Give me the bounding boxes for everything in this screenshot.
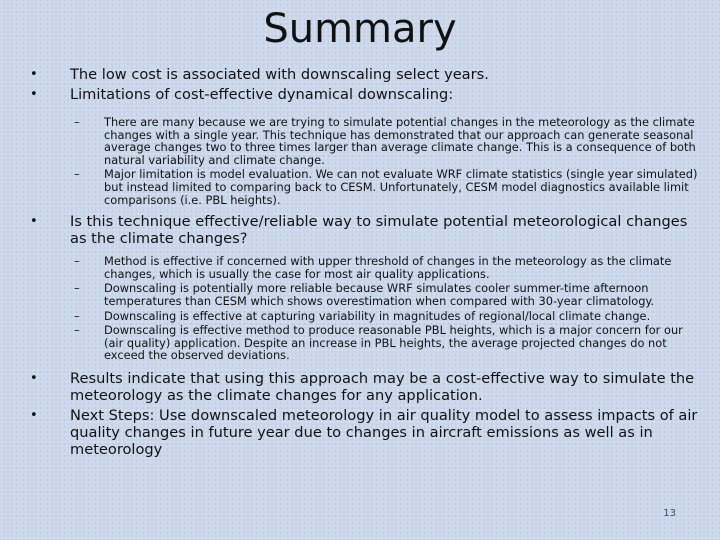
dash-icon: –	[74, 308, 80, 323]
sub-bullet-text: Downscaling is potentially more reliable because WRF simulates cooler summer-time afternoon temperatures than CESM which shows overestimation when compared with 30-year climatology.	[104, 281, 655, 308]
slide-title: Summary	[263, 6, 457, 52]
sub-bullet	[26, 310, 702, 323]
sub-bullet-text: There are many because we are trying to simulate potential changes in the meteorology as the climate changes with a single year. This technique has demonstrated that our approach can generate seasonal average changes two to three times larger than average climate change. This is a consequence of both natural variability and climate change.	[104, 115, 696, 167]
dash-icon: –	[74, 281, 80, 296]
sub-bullet	[26, 116, 702, 166]
page-number: 13	[663, 508, 676, 519]
bullet-next-steps	[26, 407, 702, 458]
sub-bullet	[26, 282, 702, 307]
sub-bullet	[26, 324, 702, 362]
bullet-text: Is this technique effective/reliable way to simulate potential meteorological changes as the climate changes?	[70, 213, 688, 248]
bullet-results	[26, 370, 702, 404]
bullet-text: The low cost is associated with downscaling select years.	[70, 66, 489, 83]
sub-bullet-text: Major limitation is model evaluation. We can not evaluate WRF climate statistics (single year simulated) but instead limited to comparing back to CESM. Unfortunately, CESM model diagnostics available limit comparisons (i.e. PBL heights).	[104, 167, 698, 207]
bullet-dot-icon: •	[30, 87, 38, 102]
bullet-text: Limitations of cost-effective dynamical downscaling:	[70, 86, 454, 103]
bullet-dot-icon: •	[30, 67, 38, 82]
bullet-text: Results indicate that using this approach may be a cost-effective way to simulate the meteorology as the climate changes for any application.	[70, 369, 695, 404]
bullet-dot-icon: •	[30, 370, 38, 386]
dash-icon: –	[74, 115, 80, 129]
bullet-dot-icon: •	[30, 214, 38, 230]
bullet-dot-icon: •	[30, 407, 38, 423]
sub-bullet-text: Downscaling is effective method to produce reasonable PBL heights, which is a major concern for our (air quality) application. Despite an increase in PBL heights, the average projected changes do not exceed the observed deviations.	[104, 323, 683, 363]
sub-bullet	[26, 255, 702, 280]
slide-content	[26, 66, 702, 458]
dash-icon: –	[74, 254, 80, 269]
sub-bullet	[26, 168, 702, 206]
sub-bullet-text: Method is effective if concerned with upper threshold of changes in the meteorology as the climate changes, which is usually the case for most air quality applications.	[104, 254, 672, 281]
bullet-effective	[26, 213, 702, 247]
sub-list-limitations	[26, 116, 702, 206]
dash-icon: –	[74, 167, 80, 182]
bullet-limitations	[26, 86, 702, 103]
sub-list-effective	[26, 255, 702, 362]
sub-bullet-text: Downscaling is effective at capturing variability in magnitudes of regional/local climate change.	[104, 308, 651, 323]
bullet-low-cost	[26, 66, 702, 83]
bullet-text: Next Steps: Use downscaled meteorology in air quality model to assess impacts of air quality changes in future year due to changes in aircraft emissions as well as in meteorology	[70, 406, 698, 458]
dash-icon: –	[74, 323, 80, 338]
